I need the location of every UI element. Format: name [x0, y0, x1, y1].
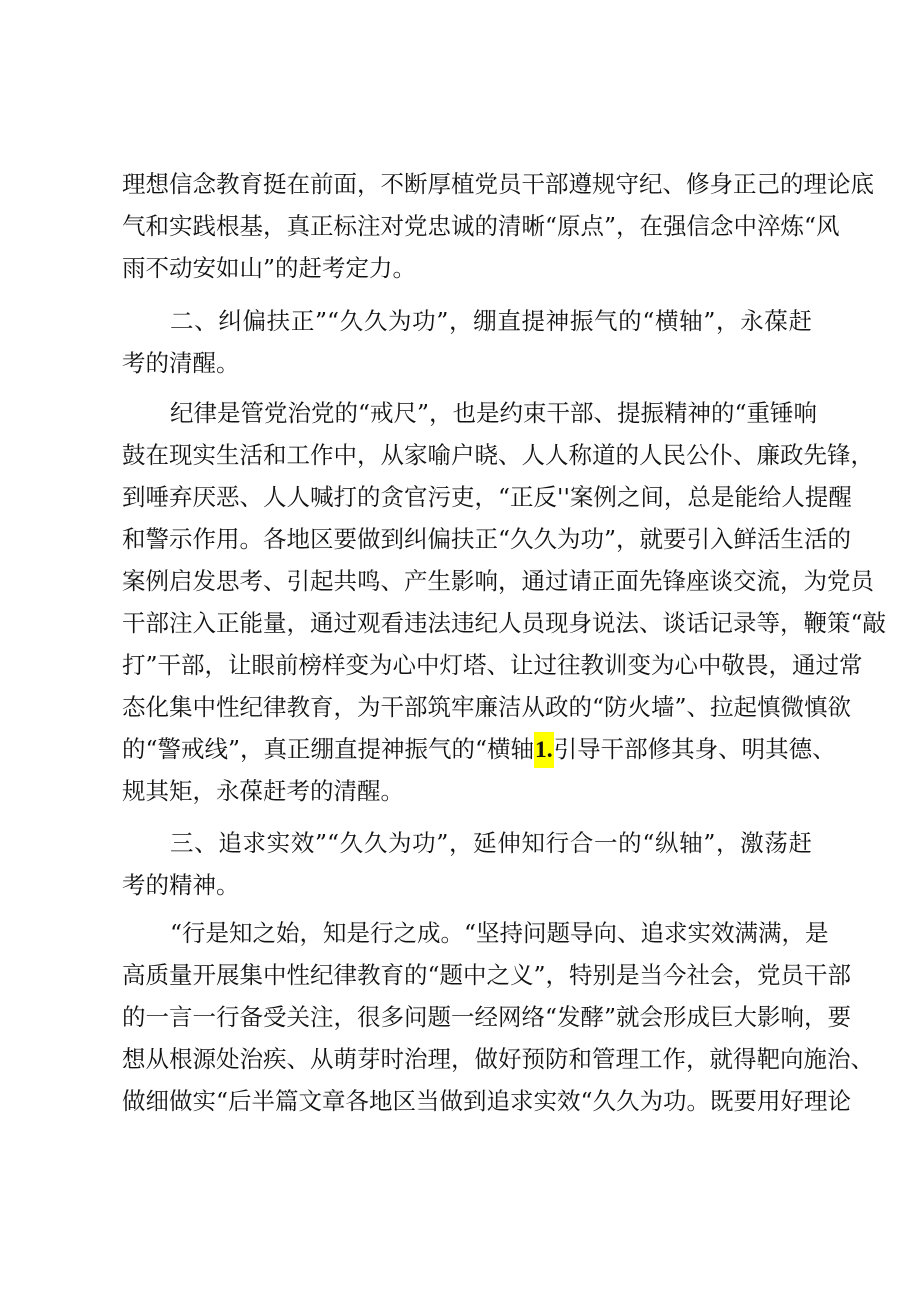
paragraph-line: 理想信念教育挺在前面，不断厚植党员干部遵规守纪、修身正己的理论底 [122, 170, 874, 198]
highlighted-list-marker: 1. [534, 732, 554, 768]
section-heading-line: 考的清醒。 [122, 349, 240, 377]
paragraph-line-highlighted [122, 731, 836, 767]
paragraph-line: 雨不动安如山”的赶考定力。 [122, 254, 417, 282]
paragraph-line: 纪律是管党治党的“戒尺”，也是约束干部、提振精神的“重锤响 [170, 399, 818, 427]
paragraph-line: 高质量开展集中性纪律教育的“题中之义”，特别是当今社会，党员干部 [122, 961, 852, 989]
paragraph-line: 的一言一行备受关注，很多问题一经网络“发酵”就会形成巨大影响，要 [122, 1003, 852, 1031]
paragraph-line: 态化集中性纪律教育，为干部筑牢廉洁从政的“防火墙”、拉起慎微慎欲 [122, 693, 852, 721]
paragraph-line: 案例启发思考、引起共鸣、产生影响，通过请正面先锋座谈交流，为党员 [122, 567, 874, 595]
highlight-line-before: 的“警戒线”，真正绷直提神振气的“横轴 [122, 735, 535, 763]
paragraph-line: 和警示作用。各地区要做到纠偏扶正“久久为功”，就要引入鲜活生活的 [122, 525, 852, 553]
paragraph-line: 规其矩，永葆赶考的清醒。 [122, 777, 404, 805]
paragraph-line: 想从根源处治疾、从萌芽时治理，做好预防和管理工作，就得靶向施治、 [122, 1045, 874, 1073]
paragraph-line: 做细做实“后半篇文章各地区当做到追求实效“久久为功。既要用好理论 [122, 1087, 852, 1115]
paragraph-line: 到唾弃厌恶、人人喊打的贪官污吏，“正反''案例之间，总是能给人提醒 [122, 483, 852, 511]
paragraph-line: “行是知之始，知是行之成。“坚持问题导向、追求实效满满，是 [170, 919, 829, 947]
paragraph-line: 鼓在现实生活和工作中，从家喻户晓、人人称道的人民公仆、廉政先锋， [122, 441, 874, 469]
paragraph-line: 气和实践根基，真正标注对党忠诚的清晰“原点”，在强信念中淬炼“风 [122, 212, 840, 240]
section-heading-line: 考的精神。 [122, 871, 240, 899]
section-heading-line: 三、追求实效”“久久为功”，延伸知行合一的“纵轴”，激荡赶 [170, 829, 812, 857]
highlight-line-after: 引导干部修其身、明其德、 [553, 735, 836, 763]
section-heading-line: 二、纠偏扶正”“久久为功”，绷直提神振气的“横轴”，永葆赶 [170, 307, 812, 335]
paragraph-line: 干部注入正能量，通过观看违法违纪人员现身说法、谈话记录等，鞭策“敲 [122, 609, 887, 637]
paragraph-line: 打”干部，让眼前榜样变为心中灯塔、让过往教训变为心中敬畏，通过常 [122, 651, 863, 679]
